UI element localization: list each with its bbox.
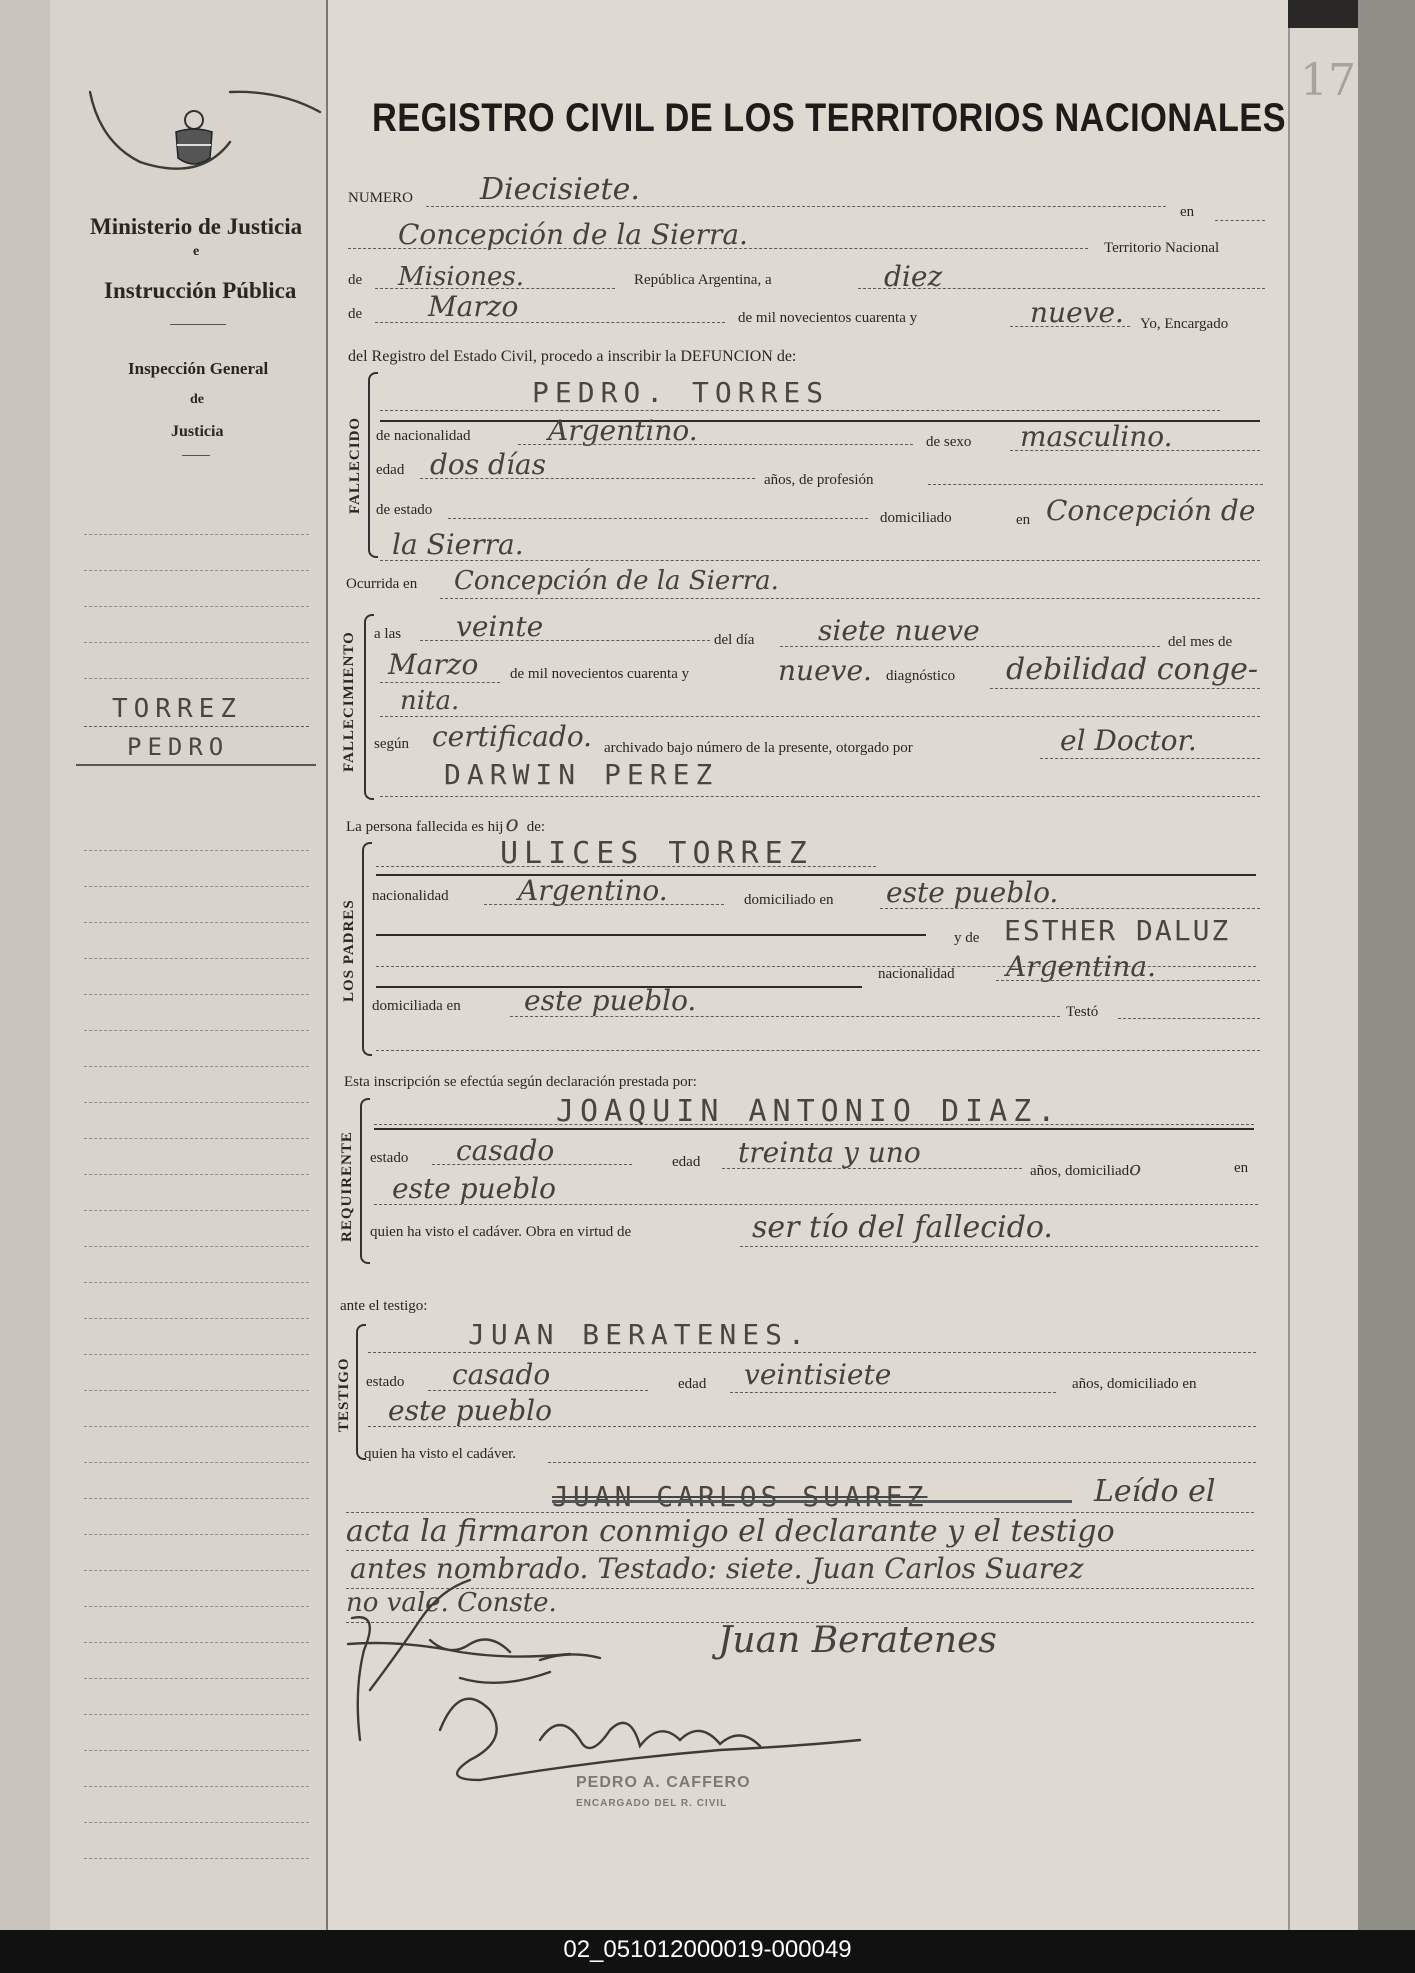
section-testigo: TESTIGO [336,1357,352,1432]
label-anos-domiciliado-text: años, domiciliad [1030,1163,1130,1179]
fill-rule [440,598,1260,599]
document-id: 02_051012000019-000049 [563,1936,852,1963]
fill-rule [346,1550,1254,1551]
value-doctor: DARWIN PEREZ [444,758,719,791]
value-numero: Diecisiete. [480,172,640,207]
value-nombre-fallecido: PEDRO. TORRES [532,376,830,409]
value-hora: veinte [456,610,544,643]
fill-rule [376,866,876,867]
fill-rule [1010,450,1260,451]
label-anos-domiciliado-2: años, domiciliado en [1072,1376,1197,1392]
label-mil-novecientos: de mil novecientos cuarenta y [738,310,918,326]
label-segun: según [374,736,409,752]
fill-rule [740,1246,1258,1247]
label-numero: NUMERO [348,190,414,206]
section-brace [362,842,372,1056]
fill-rule [376,1050,1260,1051]
ministry-line-1: Ministerio de Justicia [90,214,303,239]
value-anio-fallecimiento: nueve. [778,654,872,687]
value-padre-nacionalidad: Argentino. [518,874,668,907]
value-hijo-suffix: o [505,812,519,837]
label-estado: estado [370,1150,409,1166]
ink-smudge [80,82,330,182]
label-nacionalidad-2: nacionalidad [878,966,955,982]
label-de: de [348,306,363,322]
value-ocurrida: Concepción de la Sierra. [454,566,779,596]
value-otorgado: el Doctor. [1060,724,1197,757]
stamp-line-1: PEDRO A. CAFFERO [576,1774,751,1791]
label-edad-2: edad [672,1154,701,1170]
value-test-domicilio: este pueblo [388,1394,552,1427]
fill-rule [1118,1018,1260,1019]
value-nacionalidad: Argentino. [548,414,698,447]
label-quien-ha-visto-2: quien ha visto el cadáver. [364,1446,517,1462]
value-madre-nacionalidad: Argentina. [1006,950,1156,983]
value-closing-3: antes nombrado. Testado: siete. Juan Carlos Suarez [350,1552,1084,1585]
value-madre-domicilio: este pueblo. [524,984,697,1017]
fill-rule [426,206,1166,207]
fill-rule [428,1390,648,1391]
fill-rule [375,322,725,323]
section-los-padres: LOS PADRES [341,899,357,1002]
inspection-line-1: Inspección General [128,359,269,378]
label-del-mes-de: del mes de [1168,634,1233,650]
label-mil-novecientos-2: de mil novecientos cuarenta y [510,666,690,682]
label-registro-line: del Registro del Estado Civil, procedo a inscribir la DEFUNCION de: [348,348,797,365]
stamp-line-2: ENCARGADO DEL R. CIVIL [576,1798,728,1809]
value-padre-domicilio: este pueblo. [886,876,1059,909]
section-brace [356,1324,366,1460]
margin-given-name: PEDRO [127,733,230,761]
fill-rule [380,410,1220,411]
section-brace [360,1098,370,1264]
label-de: de [348,272,363,288]
value-padre: ULICES TORREZ [500,836,813,871]
value-test-edad: veintisiete [744,1358,892,1391]
value-req-edad: treinta y uno [738,1136,921,1169]
inspection-line-2: de [190,392,204,407]
value-req-domiciliado-suffix: o [1129,1156,1142,1180]
label-de-nacionalidad: de nacionalidad [376,428,471,444]
fill-line [374,1128,1254,1130]
value-domicilio-2: la Sierra. [392,528,524,561]
section-fallecido: FALLECIDO [347,416,363,514]
fill-rule [432,1164,632,1165]
fill-line [376,934,926,936]
strike-line [552,1500,1072,1503]
fill-rule [858,288,1265,289]
fill-rule [368,1352,1256,1353]
value-edad: dos días [430,448,546,481]
fill-rule [880,908,1260,909]
value-req-domicilio: este pueblo [392,1172,556,1205]
label-yo-encargado: Yo, Encargado [1140,316,1229,332]
label-testo: Testó [1066,1004,1099,1020]
label-ante-testigo: ante el testigo: [340,1298,428,1314]
value-lugar: Concepción de la Sierra. [398,218,748,251]
label-archivado: archivado bajo número de la presente, otorgado por [604,740,913,756]
label-anos-domiciliado [1030,1156,1141,1180]
fill-rule [722,1168,1022,1169]
book-cover-edge [1358,0,1415,1930]
label-anos-profesion: años, de profesión [764,472,874,488]
fill-rule [380,560,1260,561]
left-book-page [0,0,50,1930]
margin-rule [84,726,309,727]
margin-rule [76,764,316,766]
fill-rule [928,484,1263,485]
label-del-dia: del día [714,632,755,648]
left-margin-ruled-lines [84,0,309,1930]
value-requirente: JOAQUIN ANTONIO DIAZ. [556,1094,1062,1129]
value-closing-2: acta la firmaron conmigo el declarante y el testigo [346,1514,1115,1549]
value-dia: diez [884,260,943,293]
label-a-las: a las [374,626,402,642]
value-mes: Marzo [428,290,519,323]
signature-stroke [360,1560,480,1700]
label-ocurrida-en: Ocurrida en [346,576,418,592]
label-estado-2: estado [366,1374,405,1390]
value-domicilio-1: Concepción de [1046,494,1256,527]
fill-rule [380,682,500,683]
value-territorio: Misiones. [398,262,524,292]
margin-surname: TORREZ [112,694,242,724]
value-diagnostico-1: debilidad conge- [1006,652,1259,687]
value-madre: ESTHER DALUZ [1004,914,1231,947]
label-en: en [1180,204,1195,220]
ministry-line-3: Instrucción Pública [104,278,297,303]
fill-rule [510,1016,1060,1017]
document-title: REGISTRO CIVIL DE LOS TERRITORIOS NACIONALES [372,96,1287,140]
fill-rule [375,288,615,289]
section-fallecimiento: FALLECIMIENTO [341,631,357,772]
label-persona-fallecida-text: La persona fallecida es hij [346,819,504,835]
label-en-2: en [1234,1160,1249,1176]
label-edad-3: edad [678,1376,707,1392]
label-persona-fallecida [346,812,545,837]
label-diagnostico: diagnóstico [886,668,956,684]
ministry-line-2: e [193,244,200,259]
label-inscripcion: Esta inscripción se efectúa según declaración prestada por: [344,1074,697,1090]
fill-rule [780,646,1160,647]
label-quien-ha-visto: quien ha visto el cadáver. Obra en virtud de [370,1224,632,1240]
fill-rule [1010,326,1130,327]
value-req-estado: casado [456,1134,555,1167]
value-dia-fallecimiento: siete nueve [818,614,980,647]
page-number: 17 [1300,55,1356,106]
fill-rule [420,478,755,479]
label-edad: edad [376,462,405,478]
value-testigo: JUAN BERATENES. [468,1318,811,1351]
label-en: en [1016,512,1031,528]
fill-rule [420,640,710,641]
value-closing-1: Leído el [1094,1474,1216,1509]
value-anio: nueve. [1030,296,1124,329]
value-test-estado: casado [452,1358,551,1391]
label-nacionalidad: nacionalidad [372,888,449,904]
label-domiciliado-en: domiciliado en [744,892,834,908]
label-territorio: Territorio Nacional [1104,240,1220,256]
label-de-sexo: de sexo [926,434,972,450]
value-diagnostico-2: nita. [400,686,460,716]
fill-rule [346,1512,1254,1513]
value-sexo: masculino. [1020,420,1173,453]
value-signature-testigo: Juan Beratenes [718,1620,997,1661]
value-req-obra: ser tío del fallecido. [752,1210,1053,1245]
section-requirente: REQUIRENTE [339,1131,355,1242]
fill-rule [448,518,868,519]
inspection-line-3: Justicia [171,423,224,440]
label-de-estado: de estado [376,502,433,518]
label-domiciliado: domiciliado [880,510,952,526]
fill-rule [1215,220,1265,221]
label-domiciliada-en: domiciliada en [372,998,461,1014]
fill-rule [518,444,913,445]
fill-rule [380,716,1260,717]
label-y-de: y de [954,930,980,946]
fill-rule [548,1462,1256,1463]
section-brace [364,614,374,800]
fill-rule [380,796,1260,797]
label-republica: República Argentina, a [634,272,772,288]
value-crossed-name: JUAN CARLOS SUAREZ [552,1480,928,1513]
value-segun: certificado. [432,720,593,753]
fill-rule [368,1426,1256,1427]
right-margin-strip [1288,28,1360,1933]
fill-rule [348,248,1088,249]
fill-line [376,874,1256,876]
label-de-colon: de: [526,819,546,835]
fill-rule [374,1204,1258,1205]
fill-rule [484,904,724,905]
fill-rule [996,980,1260,981]
fill-rule [1040,758,1260,759]
fill-rule [374,1124,1254,1125]
fill-rule [730,1392,1056,1393]
value-mes-fallecimiento: Marzo [388,648,479,681]
fill-rule [990,688,1260,689]
value-closing-4: no vale. Conste. [346,1588,557,1618]
